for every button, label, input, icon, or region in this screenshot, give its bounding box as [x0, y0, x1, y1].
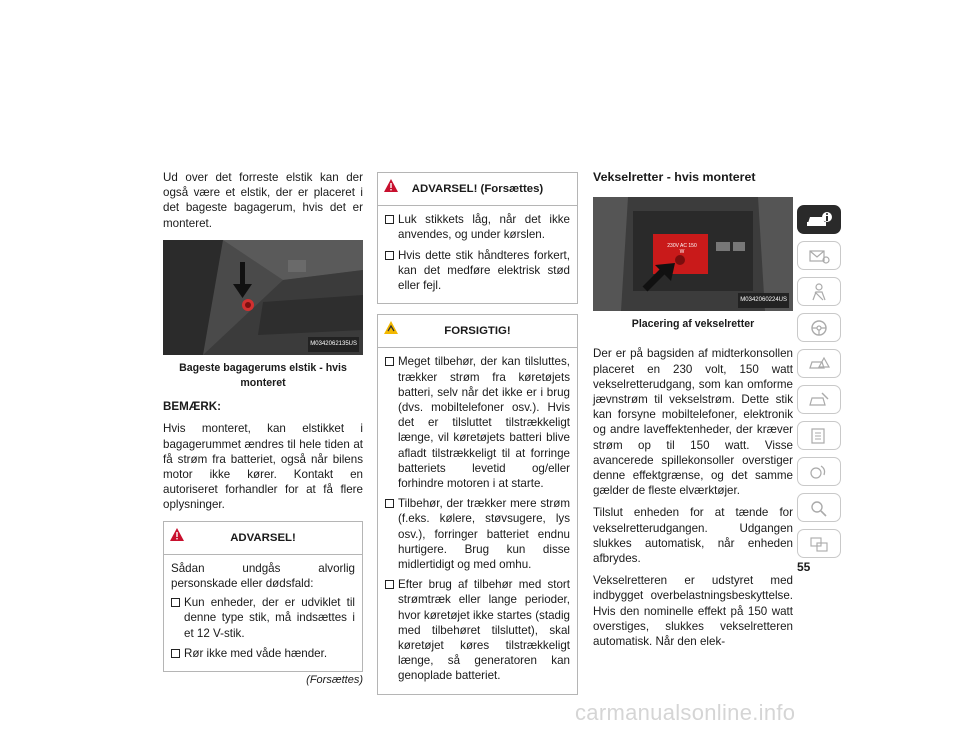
- checkbox-bullet-icon: [385, 580, 394, 589]
- warning-triangle-icon: [384, 179, 398, 192]
- checkbox-bullet-icon: [385, 251, 394, 260]
- checkbox-bullet-icon: [385, 499, 394, 508]
- warning-title: ADVARSEL!: [230, 531, 296, 544]
- car-warning-icon: [807, 354, 831, 374]
- tab-safety[interactable]: [797, 277, 841, 306]
- checkbox-bullet-icon: [171, 649, 180, 658]
- warning-continued-header: [378, 173, 577, 206]
- warning-body: [164, 555, 362, 671]
- tab-vehicle-info[interactable]: [797, 205, 841, 234]
- car-service-icon: [807, 390, 831, 410]
- warning-box: [163, 521, 363, 672]
- list-item: Efter brug af tilbehør med stort strømtræk eller lange perioder, hvor køretøjet ikke startes (stadig med tilbehøret tilsluttet), skal køretøjet køres tilstrækkeligt længe, så generatoren kan genoplade batteriet.: [385, 577, 570, 683]
- warning-continued-box: [377, 172, 578, 304]
- warning-triangle-icon: [170, 528, 184, 541]
- outlet-label: 230V AC 150 W: [667, 243, 697, 256]
- caution-box: [377, 314, 578, 694]
- tab-languages[interactable]: [797, 529, 841, 558]
- tab-servicing[interactable]: [797, 385, 841, 414]
- warning-continued-title: ADVARSEL! (Forsættes): [411, 183, 544, 195]
- list-item: Rør ikke med våde hænder.: [171, 646, 355, 661]
- tab-emergency[interactable]: [797, 349, 841, 378]
- seatbelt-icon: [807, 282, 831, 302]
- tab-specifications[interactable]: [797, 421, 841, 450]
- chapter-tabs: [797, 205, 841, 565]
- spec-list-icon: [807, 426, 831, 446]
- tab-index[interactable]: [797, 493, 841, 522]
- caution-title: FORSIGTIG!: [444, 325, 511, 338]
- language-icon: [807, 534, 831, 554]
- car-info-icon: [805, 211, 833, 229]
- tab-driving[interactable]: [797, 313, 841, 342]
- list-item: Hvis dette stik håndteres forkert, kan det medføre elektrisk stød eller fejl.: [385, 248, 570, 294]
- column-left: [163, 170, 363, 688]
- steering-wheel-icon: [807, 318, 831, 338]
- caution-list: [385, 354, 570, 683]
- watermark: carmanualsonline.info: [575, 700, 796, 725]
- figure-code: M0342062135US: [308, 337, 359, 352]
- multimedia-icon: [807, 462, 831, 482]
- caution-header: [378, 315, 577, 348]
- checkbox-bullet-icon: [385, 357, 394, 366]
- paragraph: Vekselretteren er udstyret med indbygget overbelastningsbeskyttelse. Hvis den nominelle effekt på 150 watt overstiges, slukkes vekselretteren automatisk. Når den elek-: [593, 574, 793, 649]
- caution-body: [378, 348, 577, 693]
- warning-list: [171, 595, 355, 661]
- note-text: Hvis monteret, kan elstikket i bagagerummet ændres til hele tiden at få strøm fra batteriet, også når bilens motor ikke kører. Kontakt en autoriseret forhandler for at få flere oplysninger.: [163, 422, 363, 512]
- inverter-figure: [593, 197, 793, 311]
- list-item: Kun enheder, der er udviklet til denne type stik, må indsættes i et 12 V-stik.: [171, 595, 355, 641]
- warning-continued-body: [378, 206, 577, 303]
- checkbox-bullet-icon: [171, 598, 180, 607]
- key-envelope-icon: [807, 246, 831, 266]
- column-right: [593, 170, 793, 656]
- section-heading: Vekselretter - hvis monteret: [593, 170, 756, 184]
- note-heading: BEMÆRK:: [163, 400, 221, 414]
- figure-caption: Bageste bagagerums elstik - hvis monteret: [179, 361, 347, 390]
- intro-paragraph: Ud over det forreste elstik kan der også være et elstik, der er placeret i det bageste bagagerum, hvis det er monteret.: [163, 171, 363, 230]
- page-number: 55: [797, 560, 811, 574]
- warning-header: [164, 522, 362, 555]
- tab-keys[interactable]: [797, 241, 841, 270]
- column-middle: [377, 172, 578, 695]
- list-item: Tilbehør, der trækker mere strøm (f.eks. kølere, støvsugere, lys osv.), forringer batteriet endnu hurtigere. Brug kun disse midlertidigt og med omhu.: [385, 496, 570, 572]
- tab-multimedia[interactable]: [797, 457, 841, 486]
- caution-triangle-icon: [384, 321, 398, 334]
- list-item: Meget tilbehør, der kan tilsluttes, trækker strøm fra køretøjets batteri, selv når det ikke er i brug (dvs. mobiltelefoner osv.). Hvis det er tilsluttet tilstrækkeligt længe, vil køretøjets batteri blive afladt tilstrækkeligt til at forringe batteriets levetid og/eller forhindre motoren i at starte.: [385, 354, 570, 491]
- checkbox-bullet-icon: [385, 215, 394, 224]
- warning-continued-list: [385, 212, 570, 293]
- figure-caption: Placering af vekselretter: [631, 318, 755, 331]
- rear-cargo-outlet-figure: [163, 240, 363, 355]
- figure-code: M0342060224US: [738, 293, 789, 308]
- list-item: Luk stikkets låg, når det ikke anvendes, og under kørslen.: [385, 212, 570, 242]
- paragraph: Der er på bagsiden af midterkonsollen placeret en 230 volt, 150 watt vekselretterudgang, som kan omforme jævnstrøm til vekselstrøm. Dette stik kan forsyne mobiltelefoner, elektronik og andre laveffektenheder, der kræver strøm op til 150 watt. Visse avancerede spillekonsoller overstiger denne effektgrænse, og det samme gælder de fleste elværktøjer.: [593, 347, 793, 498]
- magnifier-icon: [807, 498, 831, 518]
- paragraph: Tilslut enheden for at tænde for vekselretterudgangen. Udgangen slukkes automatisk, når enheden afbrydes.: [593, 506, 793, 566]
- continued-label: (Forsættes): [306, 674, 363, 687]
- warning-intro: Sådan undgås alvorlig personskade eller dødsfald:: [171, 561, 355, 591]
